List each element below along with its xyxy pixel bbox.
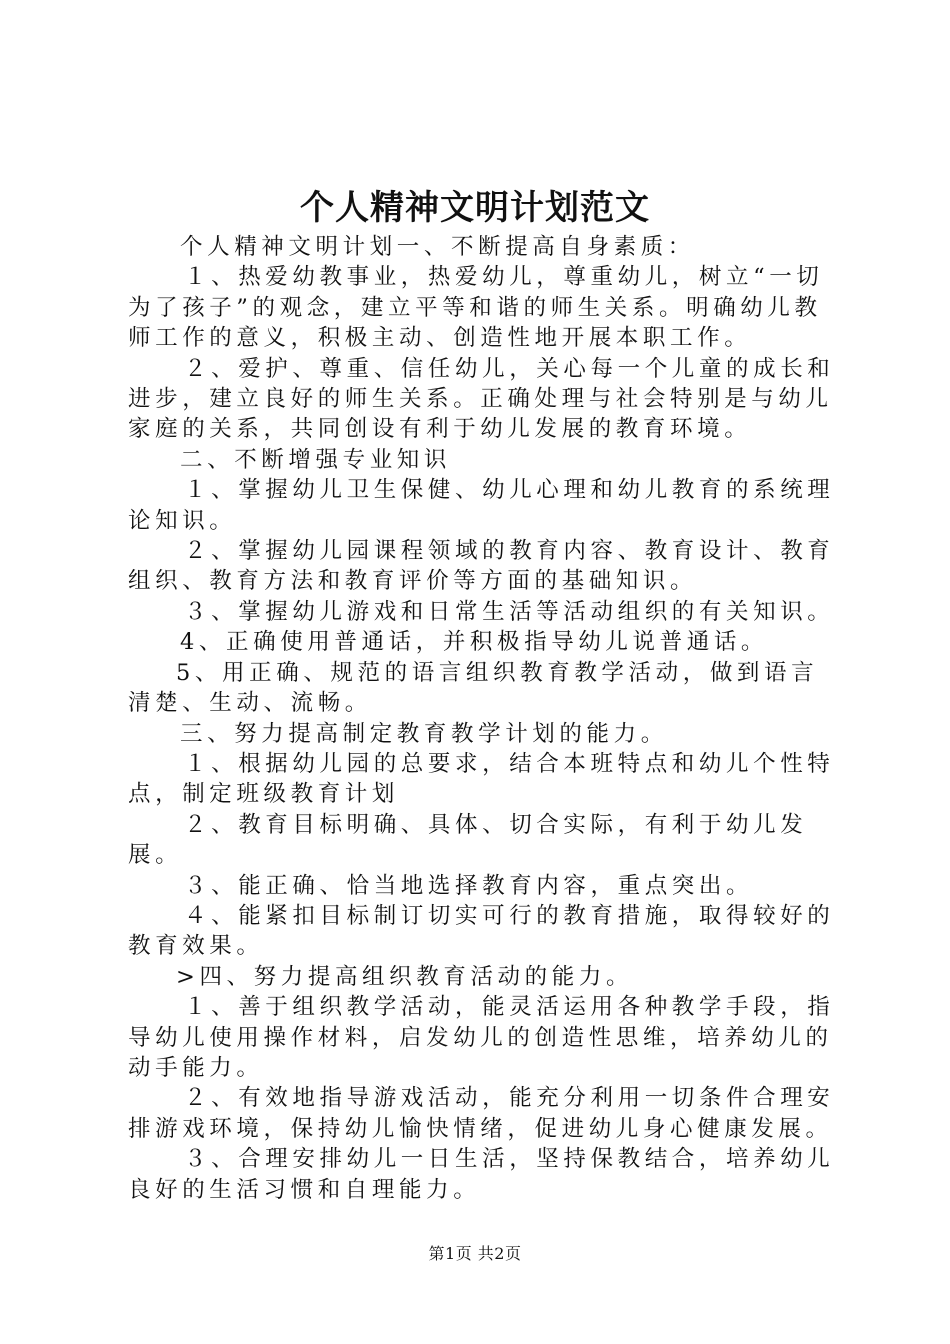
paragraph: ３、合理安排幼儿一日生活，坚持保教结合，培养幼儿良好的生活习惯和自理能力。 <box>128 1146 835 1203</box>
paragraph: ３、掌握幼儿游戏和日常生活等活动组织的有关知识。 <box>184 598 835 625</box>
section-heading: 三、努力提高制定教育教学计划的能力。 <box>180 720 668 747</box>
paragraph: ２、爱护、尊重、信任幼儿，关心每一个儿童的成长和进步，建立良好的师生关系。正确处理与社会特别是与幼儿家庭的关系，共同创设有利于幼儿发展的教育环境。 <box>128 355 835 443</box>
document-title: 个人精神文明计划范文 <box>300 188 650 228</box>
section-heading: >四、努力提高组织教育活动的能力。 <box>176 963 634 990</box>
paragraph: 4、正确使用普通话，并积极指导幼儿说普通话。 <box>180 629 769 656</box>
page-footer: 第1页 共2页 <box>428 1244 522 1263</box>
paragraph: １、掌握幼儿卫生保健、幼儿心理和幼儿教育的系统理论知识。 <box>128 477 835 534</box>
paragraph: ２、有效地指导游戏活动，能充分利用一切条件合理安排游戏环境，保持幼儿愉快情绪，促进幼儿身心健康发展。 <box>128 1085 835 1142</box>
paragraph: 5、用正确、规范的语言组织教育教学活动，做到语言清楚、生动、流畅。 <box>128 659 819 717</box>
paragraph: ２、教育目标明确、具体、切合实际，有利于幼儿发展。 <box>128 811 808 869</box>
paragraph: ３、能正确、恰当地选择教育内容，重点突出。 <box>184 872 754 899</box>
paragraph: １、根据幼儿园的总要求，结合本班特点和幼儿个性特点，制定班级教育计划 <box>128 750 835 808</box>
paragraph: １、热爱幼教事业，热爱幼儿，尊重幼儿，树立“一切为了孩子”的观念，建立平等和谐的师生关系。明确幼儿教师工作的意义，积极主动、创造性地开展本职工作。 <box>128 264 824 352</box>
paragraph: 个人精神文明计划一、不断提高自身素质： <box>180 234 695 260</box>
section-heading: 二、不断增强专业知识 <box>180 446 452 473</box>
paragraph: １、善于组织教学活动，能灵活运用各种教学手段，指导幼儿使用操作材料，启发幼儿的创造性思维，培养幼儿的动手能力。 <box>128 994 835 1081</box>
paragraph: ２、掌握幼儿园课程领域的教育内容、教育设计、教育组织、教育方法和教育评价等方面的基础知识。 <box>128 538 835 595</box>
paragraph: ４、能紧扣目标制订切实可行的教育措施，取得较好的教育效果。 <box>128 902 835 960</box>
document-body <box>128 232 840 1205</box>
